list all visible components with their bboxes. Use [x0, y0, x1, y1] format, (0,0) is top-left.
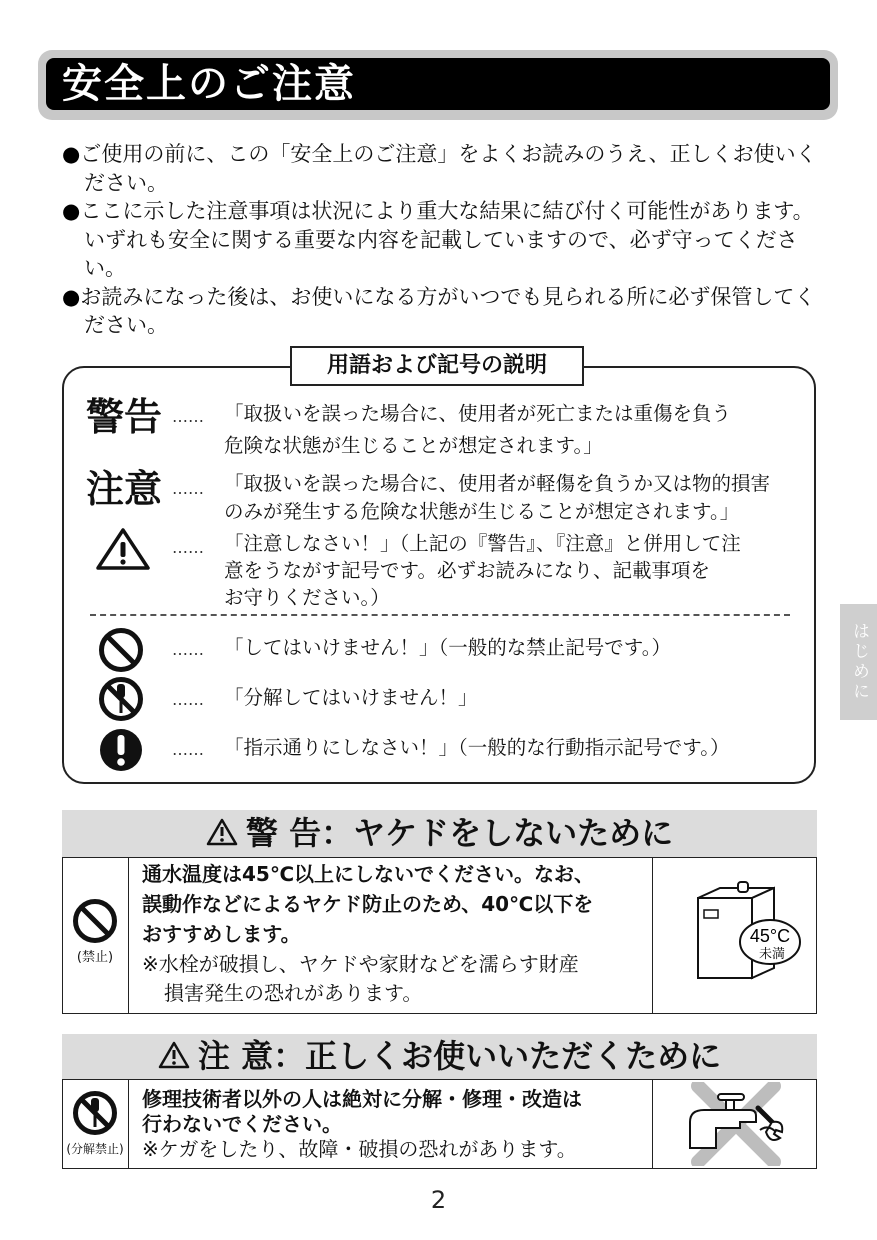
caution-triangle-icon — [158, 1041, 190, 1069]
intro-item: ●お読みになった後は、お使いになる方がいつでも見られる所に必ず保管してください。 — [62, 284, 816, 337]
terms-heading: 用語および記号の説明 — [290, 346, 584, 386]
disassemble-desc: 「分解してはいけません！」 — [224, 686, 478, 709]
mandatory-icon — [98, 727, 144, 773]
section-side-tab[interactable]: はじめに — [840, 604, 877, 720]
prohibit-desc: 「してはいけません！」（一般的な禁止記号です。） — [224, 636, 671, 659]
icon-label: (禁止) — [76, 950, 114, 965]
caution-desc-2: のみが発生する危険な状態が生じることが想定されます。」 — [224, 500, 740, 523]
no-disassembly-icon — [98, 676, 144, 722]
leader-dots: …… — [172, 407, 204, 426]
triangle-desc-3: お守りください。） — [224, 586, 390, 609]
warning-note-2: 損害発生の恐れがあります。 — [164, 981, 423, 1005]
warning-heading: 警 告：ヤケドをしないために — [62, 810, 817, 858]
triangle-desc-2: 意をうながす記号です。必ずお読みになり、記載事項を — [224, 559, 710, 582]
caution-word: 注意 — [86, 467, 163, 511]
caution-triangle-icon — [95, 527, 151, 571]
intro-list — [62, 140, 822, 340]
illus-sub: 未満 — [758, 946, 786, 961]
caution-triangle-icon — [206, 818, 238, 846]
warning-line-3: おすすめします。 — [142, 922, 301, 946]
water-heater-illustration — [692, 878, 804, 982]
caution-line-1: 修理技術者以外の人は絶対に分解・修理・改造は — [142, 1087, 582, 1111]
warning-line-1: 通水温度は45℃以上にしないでください。なお、 — [142, 862, 595, 886]
cell-divider — [128, 858, 129, 1014]
icon-label: (分解禁止) — [66, 1142, 124, 1156]
mandatory-desc: 「指示通りにしなさい！」（一般的な行動指示記号です。） — [224, 736, 730, 759]
page-number: 2 — [430, 1186, 447, 1214]
intro-item: ●ご使用の前に、この「安全上のご注意」をよくお読みのうえ、正しくお使いください。 — [62, 142, 817, 195]
cell-divider — [128, 1080, 129, 1169]
prohibition-icon — [72, 898, 118, 944]
leader-dots: …… — [172, 640, 204, 659]
leader-dots: …… — [172, 538, 204, 557]
cell-divider — [652, 1080, 653, 1169]
cell-divider — [652, 858, 653, 1014]
caution-note-1: ※ケガをしたり、故障・破損の恐れがあります。 — [142, 1137, 577, 1161]
caution-desc-1: 「取扱いを誤った場合に、使用者が軽傷を負うか又は物的損害 — [224, 472, 771, 495]
leader-dots: …… — [172, 740, 204, 759]
prohibition-icon — [98, 627, 144, 673]
triangle-desc-1: 「注意しなさい！」（上記の『警告』、『注意』と併用して注 — [224, 532, 741, 555]
warning-note-1: ※水栓が破損し、ヤケドや家財などを濡らす財産 — [142, 952, 579, 976]
warning-desc-1: 「取扱いを誤った場合に、使用者が死亡または重傷を負う — [224, 402, 732, 425]
no-disassembly-icon — [72, 1090, 118, 1136]
page-title: 安全上のご注意 — [62, 61, 356, 107]
divider — [90, 614, 790, 616]
warning-desc-2: 危険な状態が生じることが想定されます。」 — [224, 434, 603, 457]
leader-dots: …… — [172, 690, 204, 709]
faucet-repair-illustration — [676, 1082, 794, 1166]
caution-line-2: 行わないでください。 — [142, 1112, 342, 1136]
warning-line-2: 誤動作などによるヤケド防止のため、40℃以下を — [142, 892, 594, 916]
intro-item: ●ここに示した注意事項は状況により重大な結果に結び付く可能性があります。いずれも安全に関する重要な内容を記載していますので、必ず守ってください。 — [62, 199, 814, 280]
warning-word: 警告 — [86, 395, 163, 439]
caution-heading: 注 意：正しくお使いいただくために — [62, 1034, 817, 1080]
leader-dots: …… — [172, 479, 204, 498]
illus-temp: 45°C — [749, 926, 791, 946]
